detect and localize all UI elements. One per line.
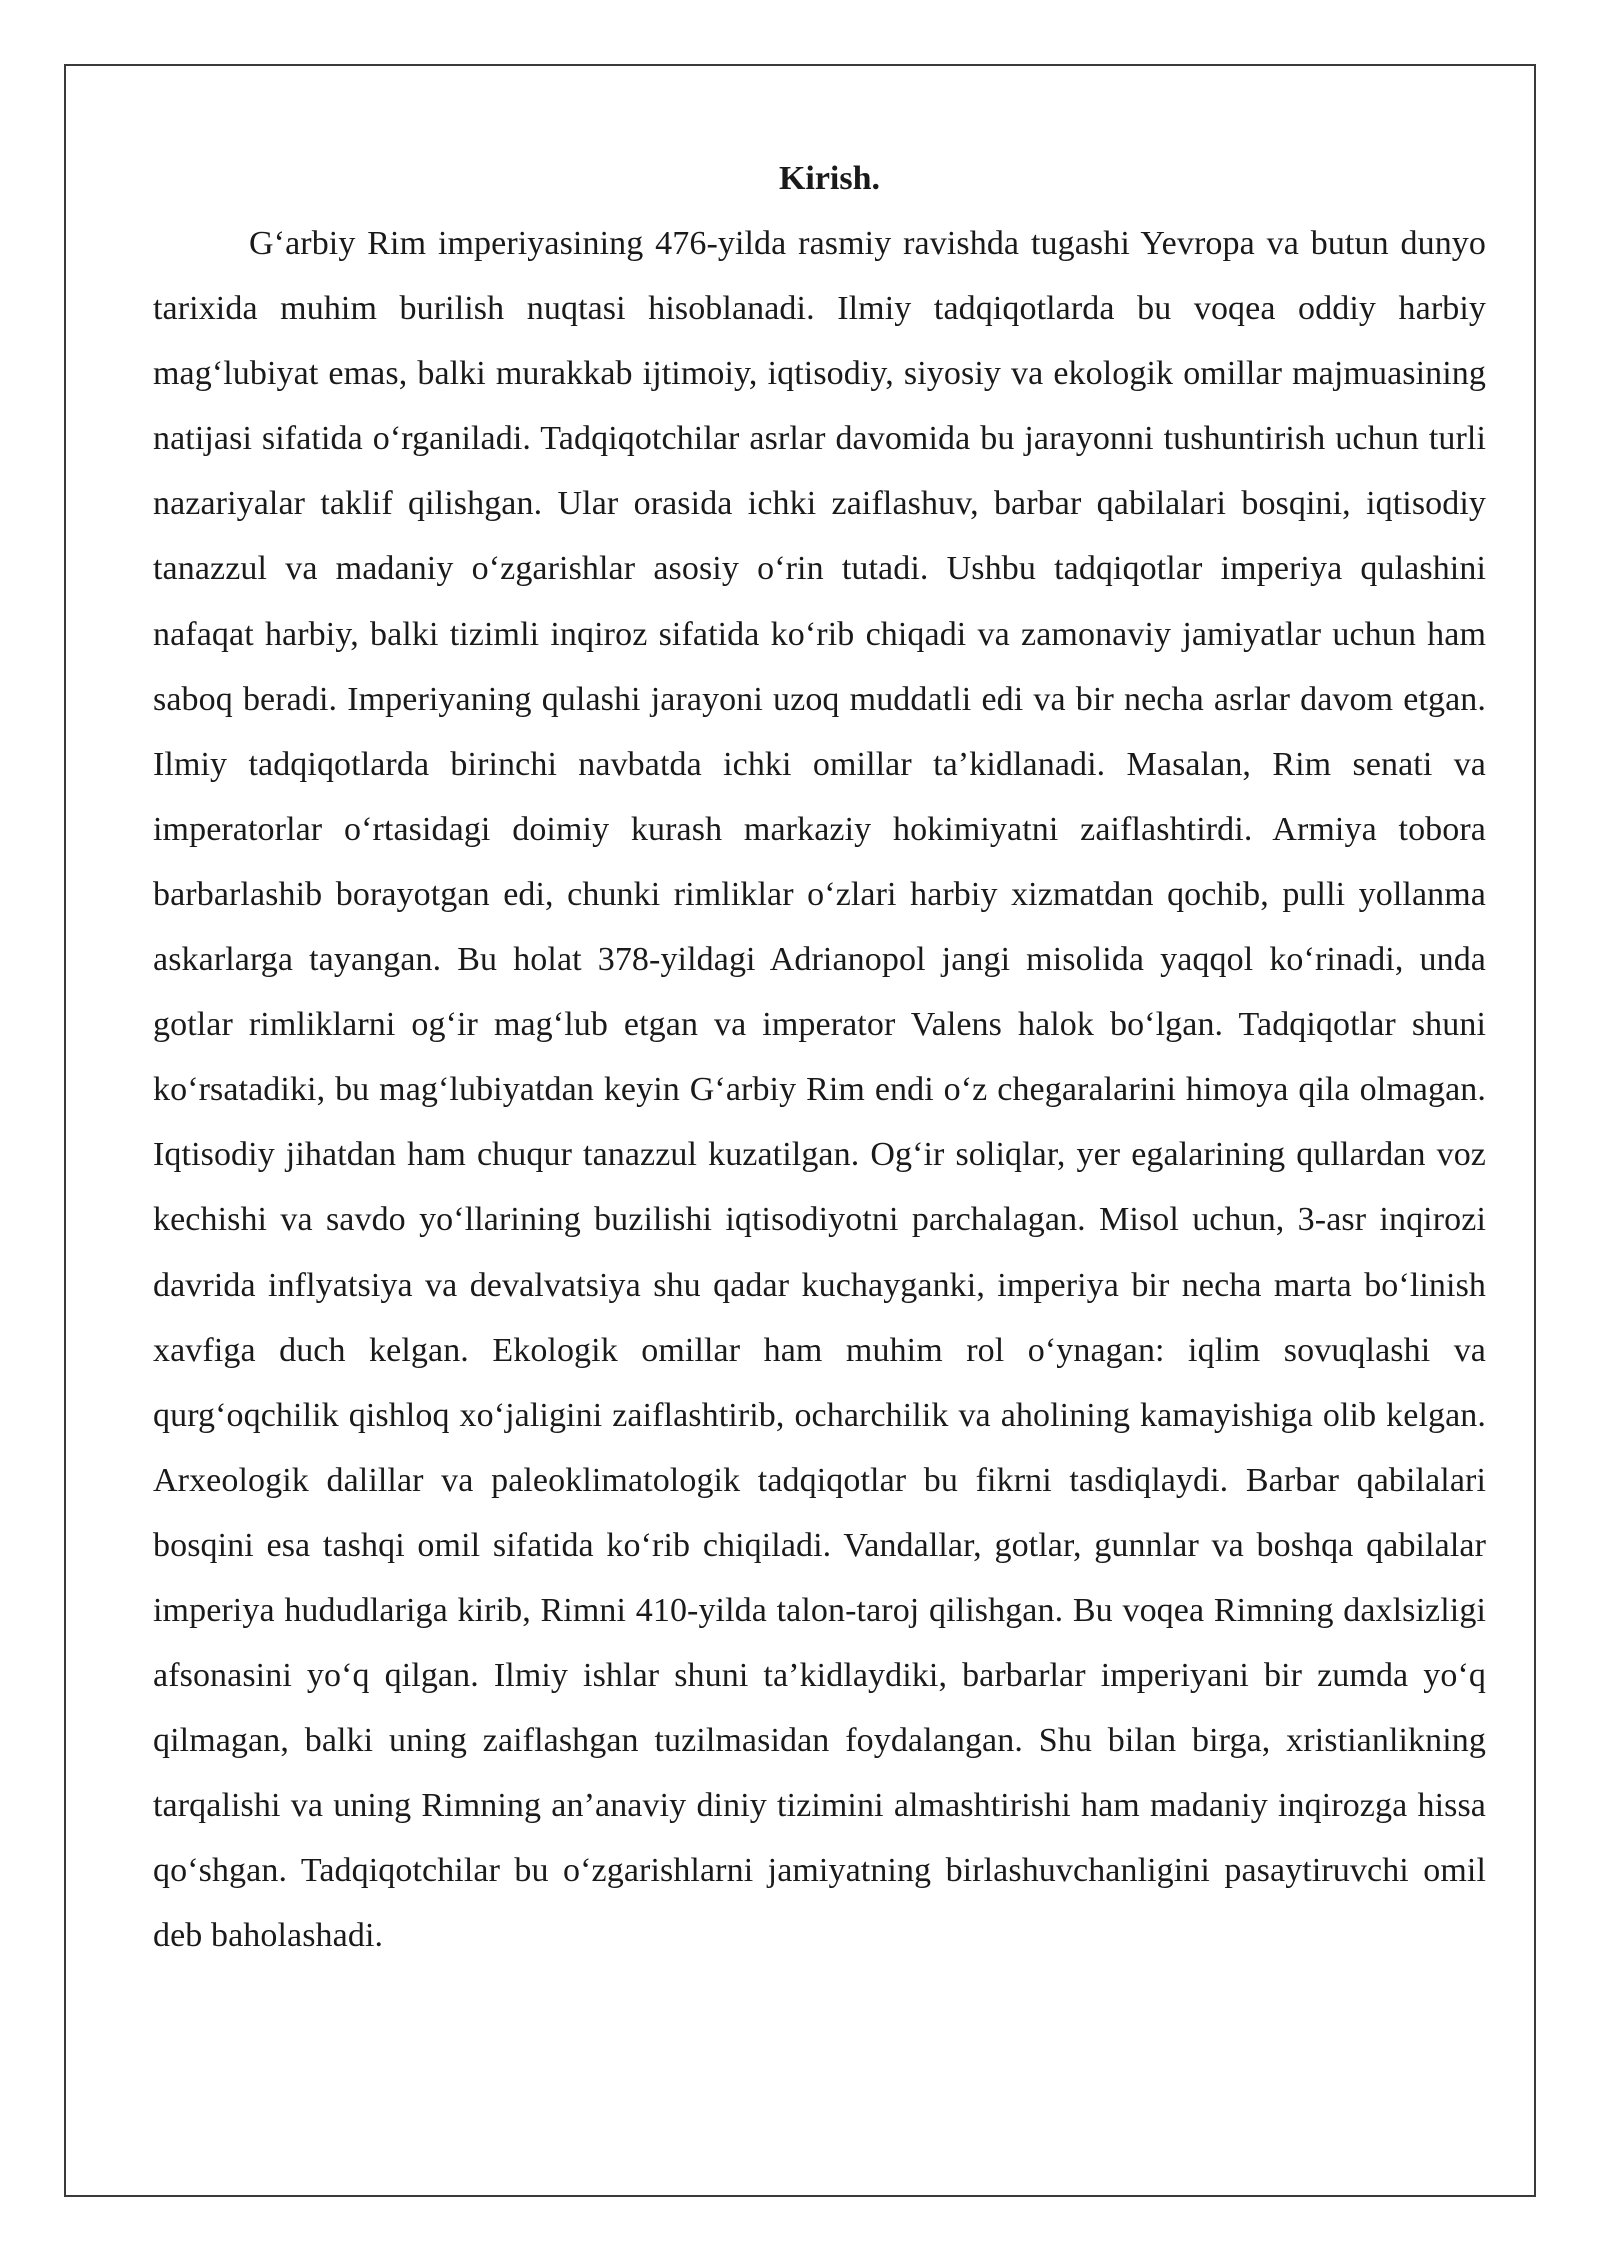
body-paragraph: G‘arbiy Rim imperiyasining 476-yilda rasmiy ravishda tugashi Yevropa va butun dunyo tarixida muhim burilish nuqtasi hisoblanadi. Ilmiy tadqiqotlarda bu voqea oddiy harbiy mag‘lubiyat emas, balki murakkab ijtimoiy, iqtisodiy, siyosiy va ekologik omillar majmuasining natijasi sifatida o‘rganiladi. Tadqiqotchilar asrlar davomida bu jarayonni tushuntirish uchun turli nazariyalar taklif qilishgan. Ular orasida ichki zaiflashuv, barbar qabilalari bosqini, iqtisodiy tanazzul va madaniy o‘zgarishlar asosiy o‘rin tutadi. Ushbu tadqiqotlar imperiya qulashini nafaqat harbiy, balki tizimli inqiroz sifatida ko‘rib chiqadi va zamonaviy jamiyatlar uchun ham saboq beradi. Imperiyaning qulashi jarayoni uzoq muddatli edi va bir necha asrlar davom etgan. Ilmiy tadqiqotlarda birinchi navbatda ichki omillar ta’kidlanadi. Masalan, Rim senati va imperatorlar o‘rtasidagi doimiy kurash markaziy hokimiyatni zaiflashtirdi. Armiya tobora barbarlashib borayotgan edi, chunki rimliklar o‘zlari harbiy xizmatdan qochib, pulli yollanma askarlarga tayangan. Bu holat 378-yildagi Adrianopol jangi misolida yaqqol ko‘rinadi, unda gotlar rimliklarni og‘ir mag‘lub etgan va imperator Valens halok bo‘lgan. Tadqiqotlar shuni ko‘rsatadiki, bu mag‘lubiyatdan keyin G‘arbiy Rim endi o‘z chegaralarini himoya qila olmagan. Iqtisodiy jihatdan ham chuqur tanazzul kuzatilgan. Og‘ir soliqlar, yer egalarining qullardan voz kechishi va savdo yo‘llarining buzilishi iqtisodiyotni parchalagan. Misol uchun, 3-asr inqirozi davrida inflyatsiya va devalvatsiya shu qadar kuchayganki, imperiya bir necha marta bo‘linish xavfiga duch kelgan. Ekologik omillar ham muhim rol o‘ynagan: iqlim sovuqlashi va qurg‘oqchilik qishloq xo‘jaligini zaiflashtirib, ocharchilik va aholining kamayishiga olib kelgan. Arxeologik dalillar va paleoklimatologik tadqiqotlar bu fikrni tasdiqlaydi. Barbar qabilalari bosqini esa tashqi omil sifatida ko‘rib chiqiladi. Vandallar, gotlar, gunnlar va boshqa qabilalar imperiya hududlariga kirib, Rimni 410-yilda talon-taroj qilishgan. Bu voqea Rimning daxlsizligi afsonasini yo‘q qilgan. Ilmiy ishlar shuni ta’kidlaydiki, barbarlar imperiyani bir zumda yo‘q qilmagan, balki uning zaiflashgan tuzilmasidan foydalangan. Shu bilan birga, xristianlikning tarqalishi va uning Rimning an’anaviy diniy tizimini almashtirishi ham madaniy inqirozga hissa qo‘shgan. Tadqiqotchilar bu o‘zgarishlarni jamiyatning birlashuvchanligini pasaytiruvchi omil deb baholashadi. (153, 225, 1486, 1955)
section-heading: Kirish. (778, 160, 881, 197)
document-body (153, 146, 1486, 1969)
